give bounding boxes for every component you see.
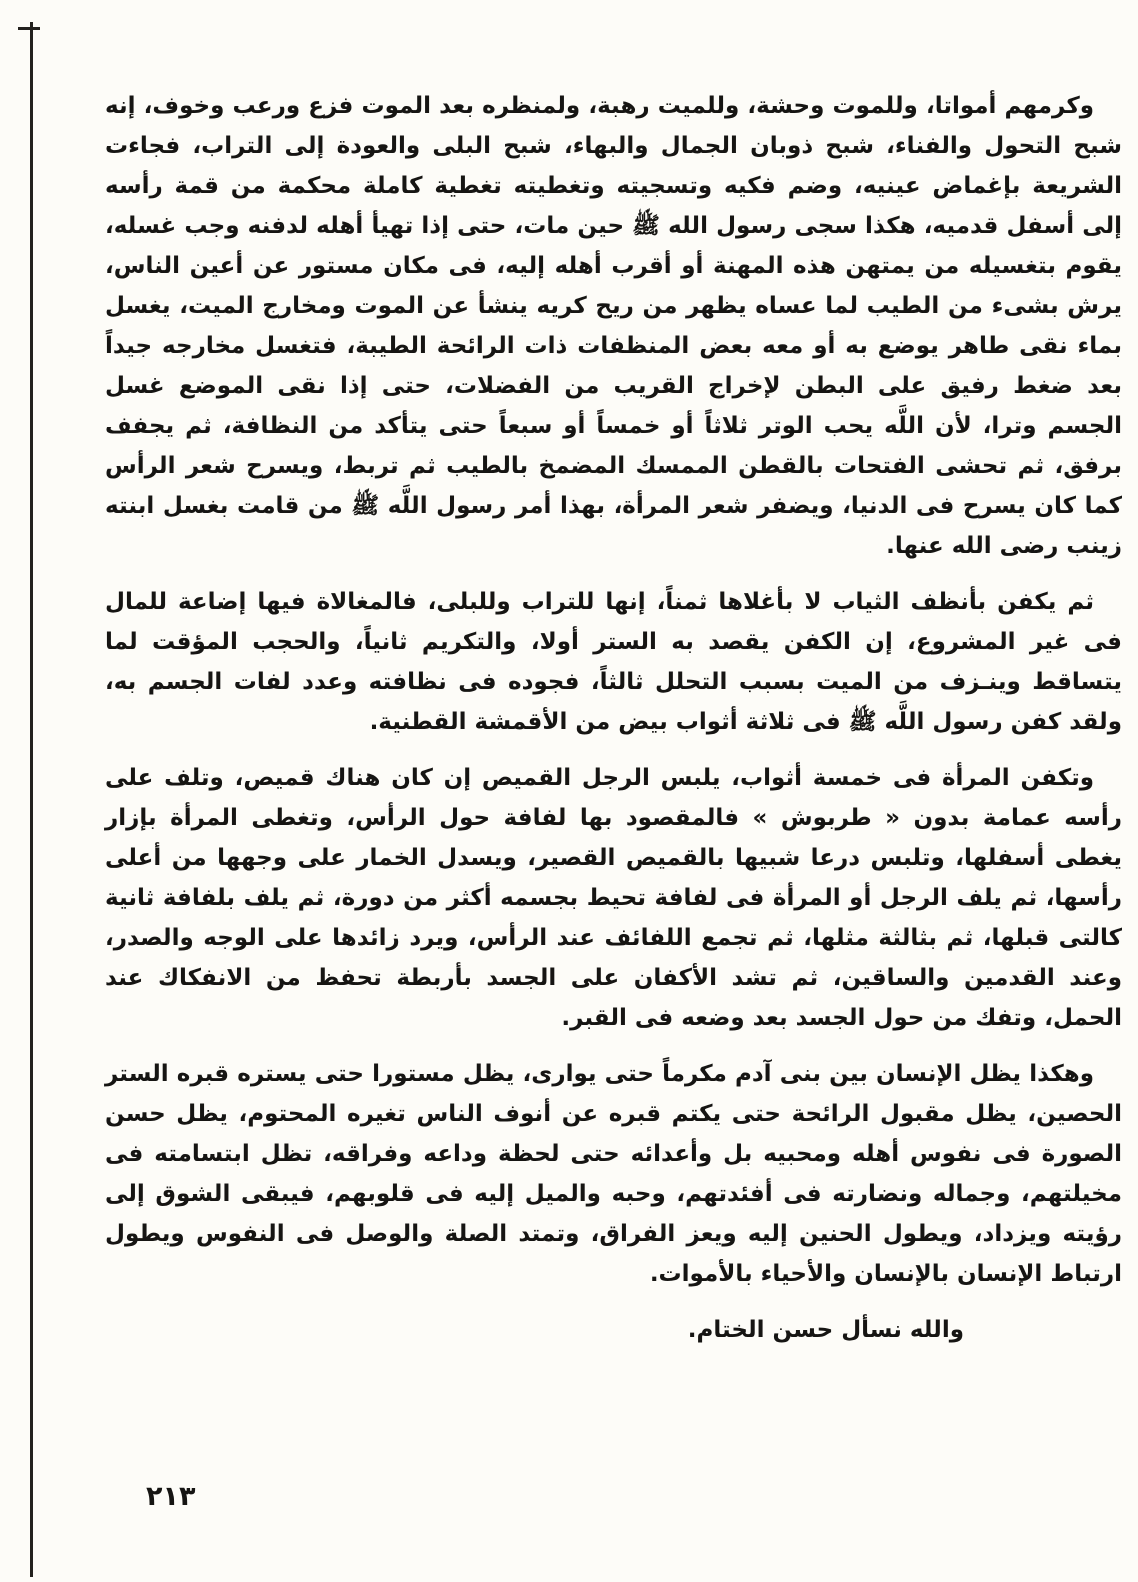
body-text xyxy=(105,86,1122,1366)
paragraph-4: وهكذا يظل الإنسان بين بنى آدم مكرماً حتى يوارى، يظل مستورا حتى يستره قبره الستر الحصين، يظل مقبول الرائحة حتى يكتم قبره عن أنوف الناس تغيره المحتوم، يظل حسن الصورة فى نفوس أهله ومحبيه بل وأعدائه حتى لحظة وداعه وفراقه، تظل ابتسامته فى مخيلتهم، وجماله ونضارته فى أفئدتهم، وحبه والميل إليه فى قلوبهم، فيبقى الشوق إلى رؤيته ويزداد، ويطول الحنين إليه ويعز الفراق، وتمتد الصلة والوصل فى النفوس ويطول ارتباط الإنسان بالإنسان والأحياء بالأموات. xyxy=(105,1061,1122,1287)
paragraph-1: وكرمهم أمواتا، وللموت وحشة، وللميت رهبة، ولمنظره بعد الموت فزع ورعب وخوف، إنه شبح التحول والفناء، شبح ذوبان الجمال والبهاء، شبح البلى والعودة إلى التراب، فجاءت الشريعة بإغماض عينيه، وضم فكيه وتسجيته وتغطيته تغطية كاملة محكمة من قمة رأسه إلى أسفل قدميه، هكذا سجى رسول الله ﷺ حين مات، حتى إذا تهيأ أهله لدفنه وجب غسله، يقوم بتغسيله من يمتهن هذه المهنة أو أقرب أهله إليه، فى مكان مستور عن أعين الناس، يرش بشىء من الطيب لما عساه يظهر من ريح كريه ينشأ عن الموت ومخارج الميت، يغسل بماء نقى طاهر يوضع به أو معه بعض المنظفات ذات الرائحة الطيبة، فتغسل مخارجه جيداً بعد ضغط رفيق على البطن لإخراج القريب من الفضلات، حتى إذا نقى الموضع غسل الجسم وترا، لأن اللَّه يحب الوتر ثلاثاً أو خمساً أو سبعاً حتى يتأكد من النظافة، ثم يجفف برفق، ثم تحشى الفتحات بالقطن الممسك المضمخ بالطيب ثم تربط، ويسرح شعر الرأس كما كان يسرح فى الدنيا، ويضفر شعر المرأة، بهذا أمر رسول اللَّه ﷺ من قامت بغسل ابنته زينب رضى الله عنها. xyxy=(105,93,1122,559)
paragraph-2: ثم يكفن بأنظف الثياب لا بأغلاها ثمناً، إنها للتراب وللبلى، فالمغالاة فيها إضاعة للمال فى غير المشروع، إن الكفن يقصد به الستر أولا، والتكريم ثانياً، والحجب المؤقت لما يتساقط وينـزف من الميت بسبب التحلل ثالثاً، فجوده فى نظافته وعدد لفات الجسم به، ولقد كفن رسول اللَّه ﷺ فى ثلاثة أثواب بيض من الأقمشة القطنية. xyxy=(105,589,1122,735)
scan-artifact-vertical-line xyxy=(30,22,33,1577)
scan-artifact-corner-mark xyxy=(18,27,40,30)
page-number: ٢١٣ xyxy=(146,1481,196,1512)
paragraph-3: وتكفن المرأة فى خمسة أثواب، يلبس الرجل القميص إن كان هناك قميص، وتلف على رأسه عمامة بدون « طربوش » فالمقصود بها لفافة حول الرأس، وتغطى المرأة بإزار يغطى أسفلها، وتلبس درعا شبيها بالقميص القصير، ويسدل الخمار على وجهها من أعلى رأسها، ثم يلف الرجل أو المرأة فى لفافة تحيط بجسمه أكثر من دورة، ثم يلف بلفافة ثانية كالتى قبلها، ثم بثالثة مثلها، ثم تجمع اللفائف عند الرأس، ويرد زائدها على الوجه والصدر، وعند القدمين والساقين، ثم تشد الأكفان على الجسد بأربطة تحفظ من الانفكاك عند الحمل، وتفك من حول الجسد بعد وضعه فى القبر. xyxy=(105,765,1122,1031)
closing-line: والله نسأل حسن الختام. xyxy=(687,1317,964,1343)
